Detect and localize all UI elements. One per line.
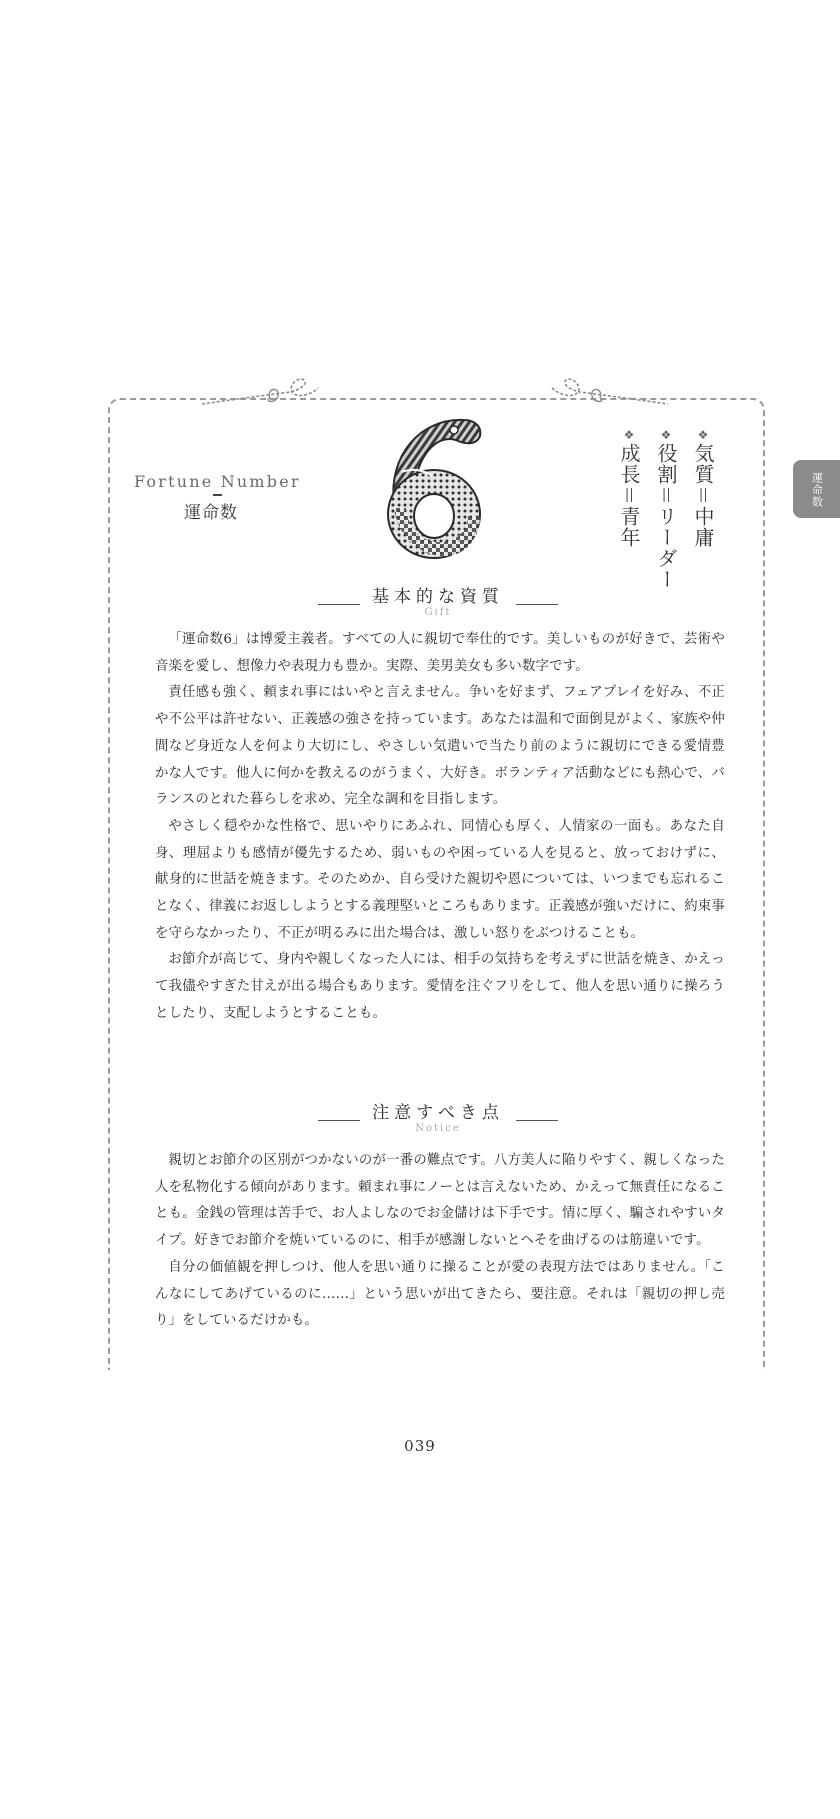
side-tab[interactable] <box>793 460 840 518</box>
trait-growth: ❖成長＝青年 <box>617 428 641 548</box>
traits-list <box>610 428 721 598</box>
gift-subtitle: Gift <box>424 607 452 618</box>
heading-rule-right <box>516 1120 558 1121</box>
fortune-number-japanese: 運命数 <box>184 503 238 523</box>
gift-paragraph: お節介が高じて、身内や親しくなった人には、相手の気持ちを考えずに世話を焼き、かえって我儘やすぎた甘えが出る場合もあります。愛情を注ぐフリをして、他人を思い通りに操ろうとしたり、支配しようとすることも。 <box>155 952 725 1021</box>
string-decoration-left <box>200 378 320 408</box>
trait-temperament: ❖気質＝中庸 <box>691 428 715 548</box>
notice-section-heading <box>318 1098 558 1134</box>
big-number-six-graphic <box>372 412 490 562</box>
gift-title: 基本的な資質 <box>372 587 504 607</box>
side-tab-label: 運命数 <box>810 472 824 508</box>
gift-paragraph: 責任感も強く、頼まれ事にはいやと言えません。争いを好まず、フェアプレイを好み、不正や不公平は許せない、正義感の強さを持っています。あなたは温和で面倒見がよく、家族や仲間など身近な人を何より大切にし、やさしい気遣いで当たり前のように親切にできる愛情豊かな人です。他人に何かを教えるのがうまく、大好き。ボランティア活動などにも熱心で、バランスのとれた暮らしを求め、完全な調和を目指します。 <box>155 685 725 808</box>
notice-paragraph: 自分の価値観を押しつけ、他人を思い通りに操ることが愛の表現方法ではありません。「こんなにしてあげているのに……」という思いが出てきたら、要注意。それは「親切の押し売り」をしているだけかも。 <box>155 1259 725 1329</box>
heading-rule-right <box>516 604 558 605</box>
diamond-bullet-icon: ❖ <box>622 428 636 443</box>
heading-rule-left <box>318 1120 360 1121</box>
gift-paragraph: 「運命数6」は博愛主義者。すべての人に親切で奉仕的です。美しいものが好きで、芸術や音楽を愛し、想像力や表現力も豊か。実際、美男美女も多い数字です。 <box>155 632 725 674</box>
notice-paragraph: 親切とお節介の区別がつかないのが一番の難点です。八方美人に陥りやすく、親しくなった人を私物化する傾向があります。頼まれ事にノーとは言えないため、かえって無責任になることも。金銭の管理は苦手で、お人よしなのでお金儲けは下手です。情に厚く、騙されやすいタイプ。好きでお節介を焼いているのに、相手が感謝しないとヘそを曲げるのは筋違いです。 <box>155 1153 725 1249</box>
notice-body <box>155 1148 725 1335</box>
gift-body <box>155 627 725 1028</box>
fortune-number-english: Fortune Number <box>134 472 301 491</box>
trait-role: ❖役割＝リーダー <box>654 428 678 590</box>
page-number: 039 <box>404 1437 436 1455</box>
fortune-number-divider <box>213 494 222 496</box>
gift-paragraph: やさしく穏やかな性格で、思いやりにあふれ、同情心も厚く、人情家の一面も。あなた自身、理屈よりも感情が優先するため、弱いものや困っている人を見ると、放っておけずに、献身的に世話を焼きます。そのためか、自ら受けた親切や恩については、いつまでも忘れることなく、律義にお返ししようとする義理堅いところもあります。正義感が強いだけに、約束事を守らなかったり、不正が明るみに出た場合は、激しい怒りをぶつけることも。 <box>155 818 725 941</box>
notice-title: 注意すべき点 <box>372 1103 504 1123</box>
gift-section-heading <box>318 582 558 618</box>
diamond-bullet-icon: ❖ <box>696 428 710 443</box>
diamond-bullet-icon: ❖ <box>659 428 673 443</box>
string-decoration-right <box>550 378 670 408</box>
notice-subtitle: Notice <box>415 1123 461 1134</box>
heading-rule-left <box>318 604 360 605</box>
